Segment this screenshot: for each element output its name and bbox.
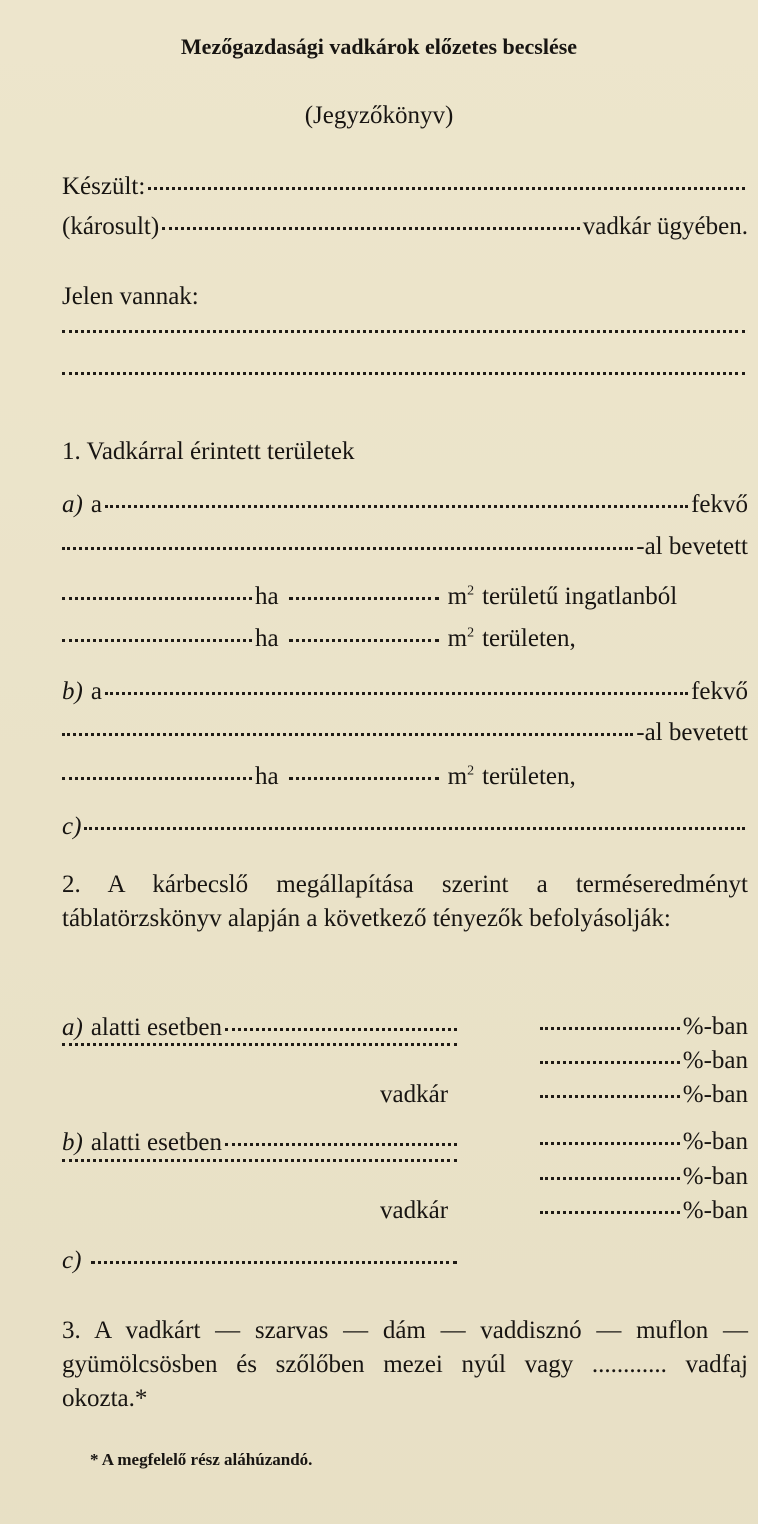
s1-b-m2	[448, 762, 474, 792]
s1-a-m2-blank-2	[289, 639, 439, 642]
s2-a-vadkar	[380, 1081, 448, 1109]
squared: 2	[467, 763, 475, 779]
s1-b-m2-blank	[289, 777, 439, 780]
jelen-label: Jelen vannak:	[62, 283, 199, 310]
s2-b-line-1	[62, 1128, 460, 1158]
s1-b-blank-1	[105, 692, 688, 695]
document-title: Mezőgazdasági vadkárok előzetes becslése	[180, 34, 578, 59]
s2-a-alatti: alatti esetben	[90, 1014, 223, 1041]
pct-label: %-ban	[682, 1013, 748, 1040]
s1-a-line-4	[62, 624, 748, 654]
s2-a-pct-blank-1	[540, 1027, 680, 1030]
vadkar-label: vadkár	[380, 1081, 449, 1108]
s1-a-m2-blank-1	[289, 597, 439, 600]
pct-label: %-ban	[682, 1163, 748, 1190]
s1-b-ha: ha	[255, 763, 279, 790]
keszult-blank	[148, 187, 745, 190]
s2-a-pct-blank-3	[540, 1095, 680, 1098]
s1-a-teruletu: területű ingatlanból	[482, 583, 678, 610]
s2-a-pct-2	[540, 1047, 748, 1075]
s2-a-blank-1	[225, 1028, 457, 1031]
s1-b-line-3	[62, 762, 748, 792]
vadkar-ugyeben-label: vadkár ügyében.	[582, 213, 748, 240]
s1-a-ha-2: ha	[255, 625, 279, 652]
s2-b-blank-2	[62, 1159, 457, 1162]
s2-b-vadkar	[380, 1197, 448, 1225]
s2-a-pct-blank-2	[540, 1061, 680, 1064]
s2-b-pct-1	[540, 1128, 748, 1156]
pct-label: %-ban	[682, 1047, 748, 1074]
section-1-title	[62, 437, 748, 467]
squared: 2	[467, 583, 475, 599]
footnote: * A megfelelő rész aláhúzandó.	[90, 1450, 313, 1469]
squared: 2	[467, 625, 475, 641]
s2-b-label: b)	[62, 1129, 83, 1156]
s1-b-blank-2	[62, 733, 633, 736]
s1-a-bevetett: -al bevetett	[636, 533, 748, 560]
m-unit: m	[447, 583, 468, 610]
s1-a-blank-1	[105, 505, 688, 508]
s1-b-line-2	[62, 718, 748, 748]
section-2-text: 2. A kárbecslő megállapítása szerint a terméseredményt táblatörzskönyv alapján a következő tényezők befolyásolják:	[62, 871, 748, 932]
vadkar-label: vadkár	[380, 1197, 449, 1224]
s1-c-label: c)	[62, 813, 82, 840]
s1-b-ha-blank	[62, 777, 252, 780]
section-1-heading: 1. Vadkárral érintett területek	[62, 438, 355, 465]
s1-a-blank-2	[62, 547, 633, 550]
s1-b-fekvo: fekvő	[691, 678, 748, 705]
s1-a-ha-blank-2	[62, 639, 252, 642]
karosult-blank	[162, 227, 580, 230]
s1-b-label: b)	[62, 678, 83, 705]
s1-c-line	[62, 812, 748, 842]
s2-b-pct-blank-1	[540, 1142, 680, 1145]
s1-a-article: a	[90, 491, 102, 518]
karosult-label: (károsult)	[62, 213, 160, 240]
jelen-blank-line-2	[62, 376, 748, 379]
s1-a-m2-2	[448, 624, 474, 654]
s2-b-pct-2	[540, 1163, 748, 1191]
s2-c-label: c)	[62, 1247, 82, 1274]
m-unit: m	[447, 763, 468, 790]
s1-a-label: a)	[62, 491, 83, 518]
jelen-line	[62, 282, 748, 312]
s1-a-fekvo: fekvő	[691, 491, 748, 518]
s1-b-line-1	[62, 677, 748, 707]
s2-b-pct-3	[540, 1197, 748, 1225]
s2-a-label: a)	[62, 1014, 83, 1041]
s2-a-pct-1	[540, 1013, 748, 1041]
s1-c-blank	[84, 827, 745, 830]
karosult-line	[62, 212, 748, 242]
pct-label: %-ban	[682, 1128, 748, 1155]
s1-a-m2-1	[448, 582, 474, 612]
s2-a-pct-3	[540, 1081, 748, 1109]
s2-c-line	[62, 1246, 460, 1276]
s1-a-ha-1: ha	[255, 583, 279, 610]
s2-c-blank	[91, 1261, 457, 1264]
s2-b-pct-blank-3	[540, 1211, 680, 1214]
document-subtitle: (Jegyzőkönyv)	[304, 102, 454, 129]
s1-a-line-2	[62, 532, 748, 562]
keszult-line	[62, 172, 748, 202]
s1-b-bevetett: -al bevetett	[636, 719, 748, 746]
jelen-blank-1	[62, 330, 745, 333]
s1-b-article: a	[90, 678, 102, 705]
s1-a-line-3	[62, 582, 748, 612]
keszult-label: Készült:	[62, 173, 146, 200]
s1-a-line-1	[62, 490, 748, 520]
s2-a-line-2	[62, 1047, 460, 1050]
section-3-text: 3. A vadkárt — szarvas — dám — vaddisznó — muflon — gyümölcsösben és szőlőben mezei nyúl vagy ............ vadfaj okozta.*	[62, 1317, 748, 1412]
s2-a-line-1	[62, 1013, 460, 1043]
s1-a-ha-blank-1	[62, 597, 252, 600]
s1-a-teruleten: területen,	[482, 625, 576, 652]
s2-b-alatti: alatti esetben	[90, 1129, 223, 1156]
m-unit: m	[447, 625, 468, 652]
s2-b-pct-blank-2	[540, 1177, 680, 1180]
s2-a-blank-2	[62, 1043, 457, 1046]
jelen-blank-line-1	[62, 334, 748, 337]
s2-b-line-2	[62, 1163, 460, 1166]
s1-b-teruleten: területen,	[482, 763, 576, 790]
pct-label: %-ban	[682, 1081, 748, 1108]
s2-b-blank-1	[225, 1143, 457, 1146]
pct-label: %-ban	[682, 1197, 748, 1224]
jelen-blank-2	[62, 372, 745, 375]
